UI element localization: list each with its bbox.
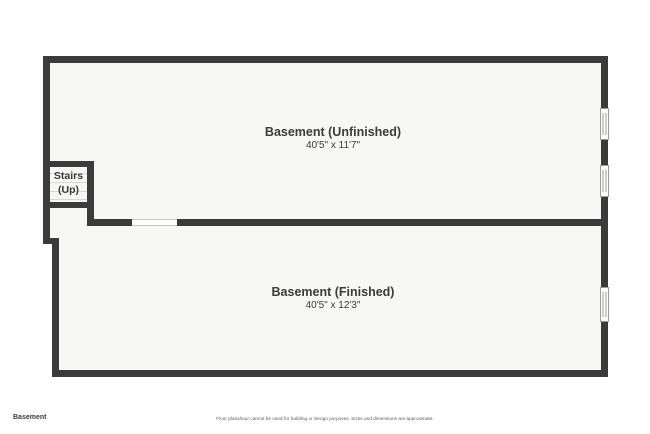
window-icon (600, 165, 609, 197)
stairs-right-wall (87, 161, 94, 226)
room-dimensions: 40'5" x 12'3" (305, 300, 361, 311)
left-wall-lower (52, 238, 59, 377)
bottom-wall (52, 370, 608, 377)
room-dimensions: 40'5" x 11'7" (305, 140, 361, 151)
window-pane-icon (602, 113, 607, 135)
footer-disclaimer: Floor plans/tour cannot be used for building or design purposes. Sizes and dimensions are approximate. (216, 416, 434, 421)
footer-floor-label: Basement (13, 414, 47, 421)
stairs-label (50, 169, 87, 197)
alcove-notch-floor (50, 226, 59, 238)
room-name: Basement (Unfinished) (264, 125, 402, 139)
stair-step-line (50, 199, 87, 200)
top-wall (43, 56, 608, 63)
stairs-alcove-floor (50, 208, 87, 226)
window-pane-icon (602, 292, 607, 317)
stairs-label-line2: (Up) (58, 184, 79, 196)
stairs-bottom-wall (43, 202, 94, 208)
window-icon (600, 108, 609, 140)
left-wall-upper (43, 56, 50, 244)
stairs-label-line1: Stairs (53, 170, 84, 182)
room-name: Basement (Finished) (271, 285, 395, 299)
room-label-finished (133, 285, 533, 312)
doorway-opening (132, 219, 177, 226)
right-wall (601, 56, 608, 377)
window-pane-icon (602, 170, 607, 192)
window-icon (600, 287, 609, 322)
room-label-unfinished (133, 125, 533, 152)
